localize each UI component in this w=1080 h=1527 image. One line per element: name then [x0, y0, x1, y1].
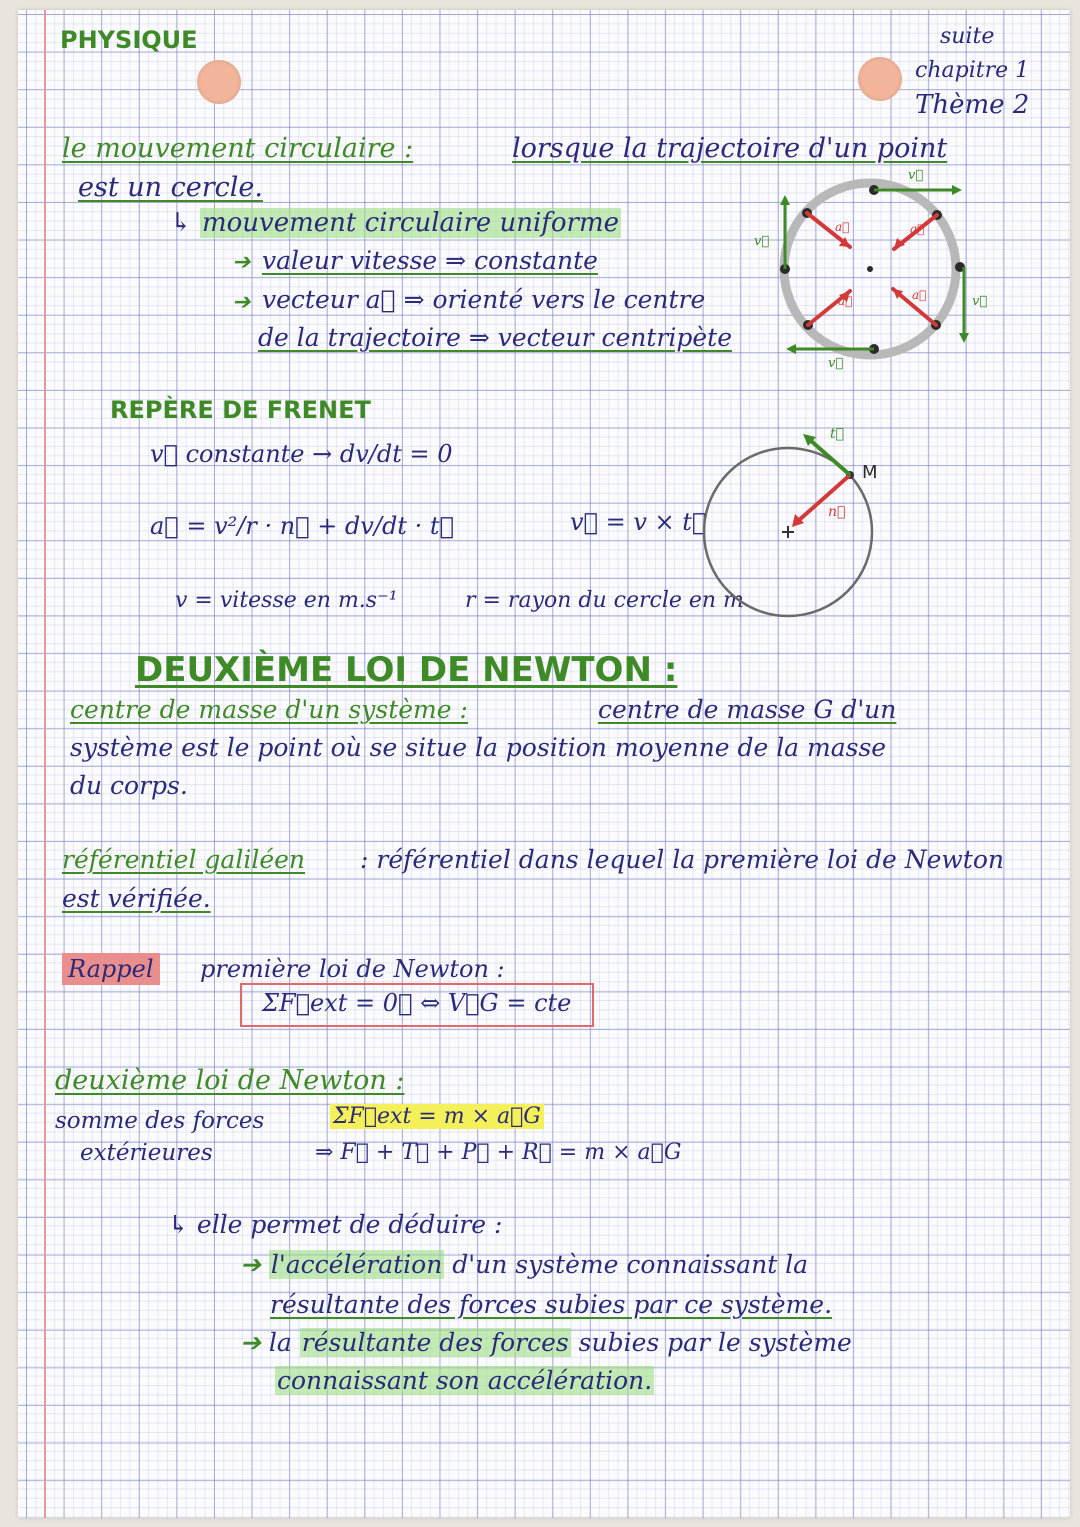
svg-text:v⃗: v⃗	[908, 168, 924, 183]
formula-1-text: ΣF⃗ext = m × a⃗G	[330, 1104, 544, 1129]
centre-def-1: centre de masse G d'un	[598, 695, 897, 724]
rappel	[62, 955, 160, 983]
chapitre-label: chapitre 1	[915, 58, 1030, 83]
rappel-tag: Rappel	[62, 953, 160, 985]
centre-def-3: du corps.	[70, 771, 188, 800]
somme-2: extérieures	[80, 1140, 213, 1166]
rappel-formula: ΣF⃗ext = 0⃗ ⇔ V⃗G = cte	[262, 989, 572, 1017]
formula-1	[330, 1104, 544, 1129]
frenet-line-2: a⃗ = v²/r · n⃗ + dv/dt · t⃗	[150, 512, 454, 540]
deduce-2-line-2-text: connaissant son accélération.	[277, 1366, 653, 1395]
ref-title: référentiel galiléen	[62, 845, 306, 874]
deduce-1-rest: d'un système connaissant la	[444, 1250, 809, 1279]
frenet-line-4: v = vitesse en m.s⁻¹	[175, 588, 398, 613]
theme-label: Thème 2	[915, 90, 1030, 120]
deduce-2	[240, 1328, 852, 1357]
centre-def-2: système est le point où se situe la position moyenne de la masse	[70, 733, 887, 762]
mouvement-definition-2: est un cercle.	[78, 172, 263, 203]
margin-line	[44, 10, 46, 1518]
deduce-2-line-2	[275, 1366, 654, 1395]
svg-text:n⃗: n⃗	[828, 504, 846, 520]
sub-arrow: ↳	[170, 208, 192, 238]
formula-2: ⇒ F⃗ + T⃗ + P⃗ + R⃗ = m × a⃗G	[315, 1140, 682, 1165]
bullet-arrow-1: ➔	[232, 250, 251, 275]
svg-text:a⃗: a⃗	[910, 222, 925, 236]
rappel-text: première loi de Newton :	[200, 955, 505, 983]
mcu-diagram	[740, 165, 990, 375]
svg-text:a⃗: a⃗	[835, 220, 850, 234]
ref-def-1: : référentiel dans lequel la première loi de Newton	[360, 845, 1004, 874]
ref-def-2: est vérifiée.	[62, 884, 211, 913]
somme-1: somme des forces	[55, 1108, 265, 1134]
deduce-arrow-1: ➔	[240, 1250, 261, 1279]
mcu-bullet-1: valeur vitesse ⇒ constante	[262, 246, 598, 275]
mouvement-title: le mouvement circulaire :	[62, 133, 414, 164]
mcu-bullet-2: vecteur a⃗ ⇒ orienté vers le centre	[262, 285, 706, 314]
centre-title: centre de masse d'un système :	[70, 695, 468, 724]
punch-hole-right	[858, 57, 902, 101]
svg-text:a⃗: a⃗	[912, 288, 927, 302]
newton2-title: DEUXIÈME LOI DE NEWTON :	[135, 650, 678, 690]
bullet-arrow-2: ➔	[232, 290, 251, 315]
mouvement-definition-1: lorsque la trajectoire d'un point	[512, 133, 948, 164]
deduce-1-line-2: résultante des forces subies par ce système.	[270, 1290, 833, 1319]
frenet-point-label: M	[862, 462, 878, 483]
suite-label: suite	[940, 24, 995, 49]
svg-text:a⃗: a⃗	[838, 294, 853, 308]
loi-title: deuxième loi de Newton :	[55, 1065, 405, 1096]
frenet-diagram	[690, 420, 920, 620]
deduce-arrow-2: ➔	[240, 1328, 261, 1357]
svg-text:t⃗: t⃗	[830, 426, 845, 442]
frenet-line-1: v⃗ constante → dv/dt = 0	[150, 440, 453, 468]
punch-hole-left	[197, 60, 241, 104]
deduce-1-highlight: l'accélération	[270, 1250, 443, 1279]
deduce-2-rest: subies par le système	[570, 1328, 852, 1357]
frenet-title: REPÈRE DE FRENET	[110, 396, 371, 424]
mcu-bullet-3: de la trajectoire ⇒ vecteur centripète	[258, 323, 733, 352]
mcu-title-text: mouvement circulaire uniforme	[202, 208, 620, 238]
svg-text:v⃗: v⃗	[828, 356, 844, 371]
deduce-2-start: la	[268, 1328, 300, 1357]
svg-text:v⃗: v⃗	[972, 294, 988, 309]
mcu-title	[200, 208, 621, 238]
frenet-line-3: v⃗ = v × t⃗	[570, 508, 707, 536]
permet-title: ↳ elle permet de déduire :	[168, 1210, 503, 1239]
svg-text:v⃗: v⃗	[754, 234, 770, 249]
subject-title: PHYSIQUE	[60, 26, 198, 54]
deduce-2-highlight: résultante des forces	[301, 1328, 569, 1357]
deduce-1	[240, 1250, 808, 1279]
frenet-line-5: r = rayon du cercle en m	[465, 588, 744, 613]
